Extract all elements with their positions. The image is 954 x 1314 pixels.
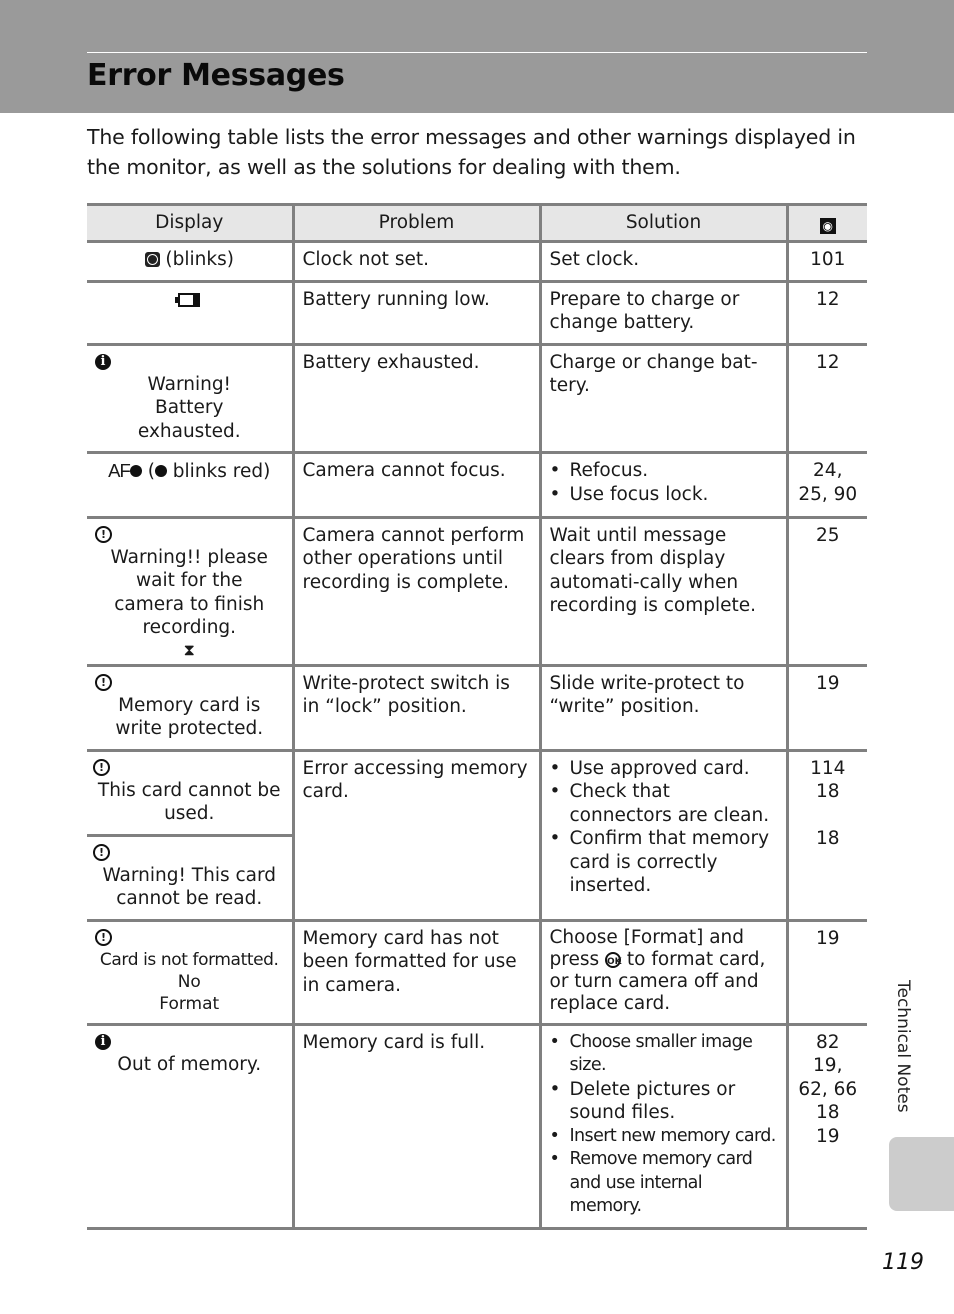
solution-cell xyxy=(540,453,787,518)
display-text: (blinks) xyxy=(165,249,234,270)
display-text: blinks red) xyxy=(172,461,271,482)
display-cell: ! Card is not formatted. No Format xyxy=(87,920,293,1024)
display-cell xyxy=(87,242,293,282)
solution-cell xyxy=(540,750,787,920)
display-cell: AF ( blinks red) xyxy=(87,453,293,518)
solution-bullet: • Remove memory card and use internal memory. xyxy=(550,1148,778,1219)
display-text: Card is not formatted. xyxy=(99,949,279,970)
solution-cell: Slide write-protect to “write” position. xyxy=(540,665,787,750)
solution-bullet: • Delete pictures or sound files. xyxy=(550,1078,778,1125)
display-text: This card cannot be used. xyxy=(97,779,281,824)
problem-cell: Battery running low. xyxy=(293,281,540,344)
problem-cell: Error accessing memory card. xyxy=(293,750,540,920)
info-icon: i xyxy=(95,1034,111,1050)
display-cell xyxy=(87,281,293,344)
column-header-problem: Problem xyxy=(293,205,540,242)
table-header-row xyxy=(87,205,867,242)
problem-cell: Battery exhausted. xyxy=(293,344,540,453)
focus-dot-icon xyxy=(130,465,142,477)
solution-bullet: • Use focus lock. xyxy=(550,483,778,507)
column-header-solution: Solution xyxy=(540,205,787,242)
battery-low-icon xyxy=(178,293,200,307)
page-cell: 101 xyxy=(787,242,867,282)
header-band xyxy=(0,0,954,113)
af-indicator: AF xyxy=(108,460,130,481)
display-text: Warning! Battery exhausted. xyxy=(137,373,241,442)
table-row xyxy=(87,242,867,282)
page-number: 119 xyxy=(882,1250,924,1275)
warning-icon: ! xyxy=(93,759,110,776)
solution-bullet: • Confirm that memory card is correctly inserted. xyxy=(550,827,778,898)
solution-bullet: • Check that connectors are clean. xyxy=(550,780,778,827)
display-cell xyxy=(87,665,293,750)
solution-cell: Wait until message clears from display automati-cally when recording is complete. xyxy=(540,517,787,665)
page-cell: 82 19, 62, 66 18 19 xyxy=(787,1024,867,1228)
focus-dot-icon xyxy=(155,465,167,477)
display-cell xyxy=(87,344,293,453)
table-row xyxy=(87,281,867,344)
solution-bullet: • Choose smaller image size. xyxy=(550,1031,778,1078)
ok-button-icon: OK xyxy=(605,952,621,968)
page-cell: 19 xyxy=(787,920,867,1024)
solution-cell: Charge or change bat-tery. xyxy=(540,344,787,453)
problem-cell: Write-protect switch is in “lock” position. xyxy=(293,665,540,750)
display-text: Warning!! please wait for the camera to finish recording. xyxy=(110,546,268,638)
page-reference-icon: ◉ xyxy=(820,218,836,234)
page-cell: 114 18 18 xyxy=(787,750,867,920)
page-title: Error Messages xyxy=(87,58,345,93)
warning-icon: ! xyxy=(95,526,112,543)
solution-bullet: • Refocus. xyxy=(550,459,778,483)
display-text: Memory card is write protected. xyxy=(115,694,264,739)
problem-cell: Memory card has not been formatted for use in camera. xyxy=(293,920,540,1024)
display-text: Out of memory. xyxy=(117,1053,262,1075)
problem-cell: Memory card is full. xyxy=(293,1024,540,1228)
info-icon: i xyxy=(95,354,111,370)
section-label: Technical Notes xyxy=(893,980,913,1113)
clock-icon xyxy=(145,252,160,267)
page-cell: 12 xyxy=(787,344,867,453)
table-row xyxy=(87,453,867,518)
page-cell: 12 xyxy=(787,281,867,344)
solution-cell: Set clock. xyxy=(540,242,787,282)
problem-cell: Clock not set. xyxy=(293,242,540,282)
display-cell xyxy=(87,517,293,665)
problem-cell: Camera cannot focus. xyxy=(293,453,540,518)
solution-bullet: • Insert new memory card. xyxy=(550,1125,778,1149)
page-cell: 24, 25, 90 xyxy=(787,453,867,518)
problem-cell: Camera cannot perform other operations until recording is complete. xyxy=(293,517,540,665)
column-header-display: Display xyxy=(87,205,293,242)
display-text: Warning! This card cannot be read. xyxy=(102,864,277,909)
solution-cell: Prepare to charge or change battery. xyxy=(540,281,787,344)
column-header-page-reference xyxy=(787,205,867,242)
page-cell: 25 xyxy=(787,517,867,665)
solution-cell: Choose [Format] and press OK to format card, or turn camera off and replace card. xyxy=(540,920,787,1024)
table-row xyxy=(87,750,867,920)
solution-bullet: • Use approved card. xyxy=(550,757,778,781)
warning-icon: ! xyxy=(95,929,112,946)
page-cell: 19 xyxy=(787,665,867,750)
table-row xyxy=(87,1024,867,1228)
display-cell xyxy=(87,1024,293,1228)
table-row xyxy=(87,517,867,665)
error-messages-table xyxy=(87,203,867,1230)
table-row xyxy=(87,665,867,750)
warning-icon: ! xyxy=(95,674,112,691)
header-rule xyxy=(87,52,867,53)
table-row xyxy=(87,920,867,1024)
solution-cell xyxy=(540,1024,787,1228)
section-thumb-tab xyxy=(889,1137,954,1211)
display-cell xyxy=(87,750,293,920)
intro-paragraph: The following table lists the error messages and other warnings displayed in the monitor, as well as the solutions for dealing with them. xyxy=(87,125,856,179)
table-row xyxy=(87,344,867,453)
warning-icon: ! xyxy=(93,844,110,861)
hourglass-icon: ⧗ xyxy=(183,639,195,659)
